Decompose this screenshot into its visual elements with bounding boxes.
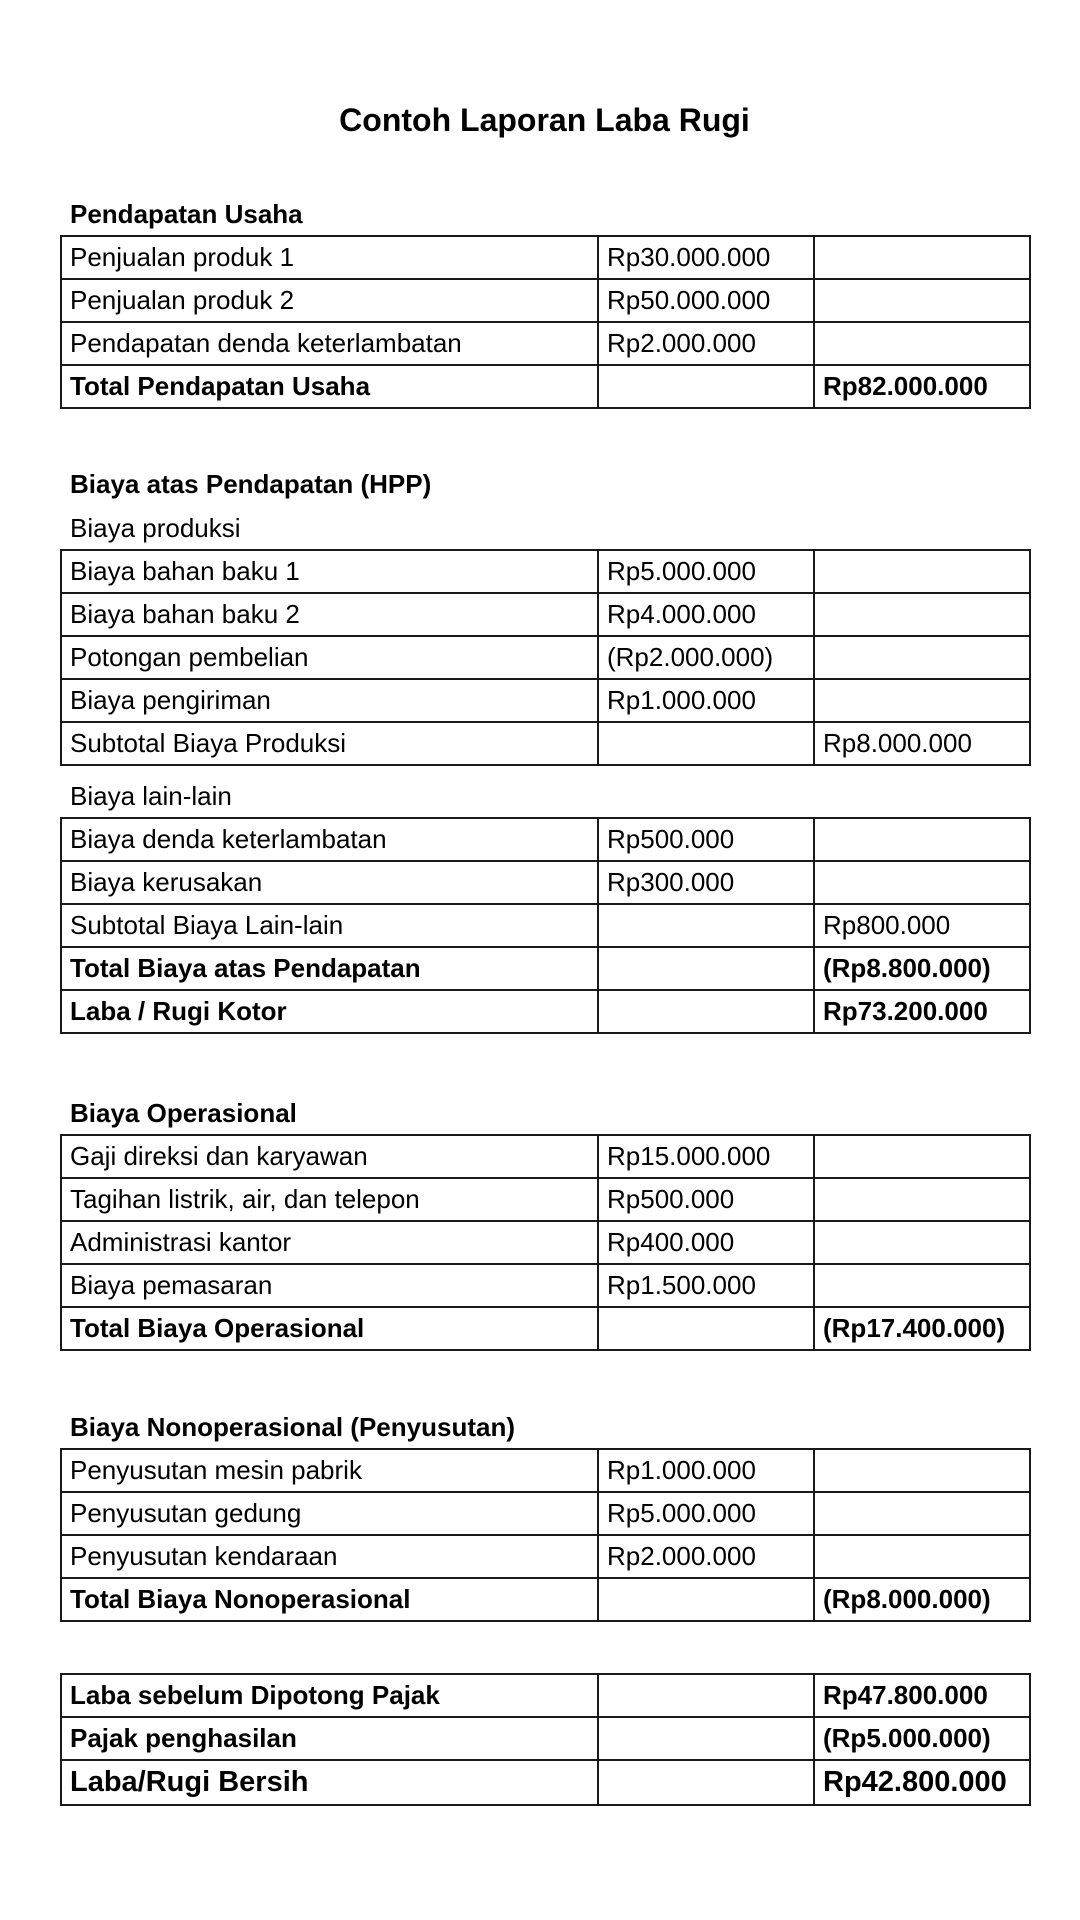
row-total xyxy=(814,1535,1030,1578)
row-amount xyxy=(598,904,814,947)
row-label: Biaya denda keterlambatan xyxy=(61,818,598,861)
table-row xyxy=(61,550,1030,593)
row-label: Laba / Rugi Kotor xyxy=(61,990,598,1033)
row-amount: Rp1.000.000 xyxy=(598,679,814,722)
table-row xyxy=(61,861,1030,904)
net-profit-row xyxy=(61,1760,1030,1805)
row-label: Penjualan produk 1 xyxy=(61,236,598,279)
row-total: (Rp8.000.000) xyxy=(814,1578,1030,1621)
table-summary xyxy=(60,1673,1031,1806)
table-pendapatan xyxy=(60,235,1031,409)
row-label: Total Biaya Operasional xyxy=(61,1307,598,1350)
row-total xyxy=(814,1135,1030,1178)
table-row xyxy=(61,679,1030,722)
table-biaya-lain-lain xyxy=(60,817,1031,1034)
row-amount: Rp50.000.000 xyxy=(598,279,814,322)
table-row xyxy=(61,593,1030,636)
row-total: Rp8.000.000 xyxy=(814,722,1030,765)
table-biaya-produksi xyxy=(60,549,1031,766)
row-label: Gaji direksi dan karyawan xyxy=(61,1135,598,1178)
row-total: (Rp8.800.000) xyxy=(814,947,1030,990)
row-total xyxy=(814,1178,1030,1221)
table-row xyxy=(61,322,1030,365)
row-label: Penyusutan kendaraan xyxy=(61,1535,598,1578)
gross-profit-row xyxy=(61,990,1030,1033)
table-row xyxy=(61,1535,1030,1578)
table-row xyxy=(61,1264,1030,1307)
row-total xyxy=(814,593,1030,636)
row-label: Pendapatan denda keterlambatan xyxy=(61,322,598,365)
table-row xyxy=(61,818,1030,861)
row-label: Biaya bahan baku 1 xyxy=(61,550,598,593)
row-amount: (Rp2.000.000) xyxy=(598,636,814,679)
row-amount: Rp2.000.000 xyxy=(598,322,814,365)
row-label: Laba sebelum Dipotong Pajak xyxy=(61,1674,598,1717)
table-row xyxy=(61,1492,1030,1535)
row-amount: Rp1.500.000 xyxy=(598,1264,814,1307)
row-total xyxy=(814,679,1030,722)
subtotal-row xyxy=(61,722,1030,765)
row-total xyxy=(814,861,1030,904)
row-amount: Rp500.000 xyxy=(598,818,814,861)
total-row xyxy=(61,365,1030,408)
row-label: Pajak penghasilan xyxy=(61,1717,598,1760)
row-amount: Rp1.000.000 xyxy=(598,1449,814,1492)
table-row xyxy=(61,1135,1030,1178)
row-amount xyxy=(598,947,814,990)
row-total xyxy=(814,818,1030,861)
row-amount: Rp30.000.000 xyxy=(598,236,814,279)
row-amount: Rp5.000.000 xyxy=(598,1492,814,1535)
row-amount xyxy=(598,365,814,408)
total-row xyxy=(61,947,1030,990)
row-amount xyxy=(598,1674,814,1717)
row-label: Subtotal Biaya Produksi xyxy=(61,722,598,765)
row-label: Subtotal Biaya Lain-lain xyxy=(61,904,598,947)
subtotal-row xyxy=(61,904,1030,947)
section-heading-pendapatan: Pendapatan Usaha xyxy=(70,199,303,229)
row-label: Total Biaya Nonoperasional xyxy=(61,1578,598,1621)
table-nonoperasional xyxy=(60,1448,1031,1622)
row-label: Tagihan listrik, air, dan telepon xyxy=(61,1178,598,1221)
row-label: Biaya bahan baku 2 xyxy=(61,593,598,636)
document-title: Contoh Laporan Laba Rugi xyxy=(339,102,750,138)
row-amount xyxy=(598,990,814,1033)
row-total: Rp82.000.000 xyxy=(814,365,1030,408)
row-total xyxy=(814,1492,1030,1535)
pre-tax-profit-row xyxy=(61,1674,1030,1717)
row-label: Biaya pemasaran xyxy=(61,1264,598,1307)
row-label: Penyusutan gedung xyxy=(61,1492,598,1535)
row-total: Rp47.800.000 xyxy=(814,1674,1030,1717)
row-label: Administrasi kantor xyxy=(61,1221,598,1264)
table-row xyxy=(61,236,1030,279)
row-amount: Rp4.000.000 xyxy=(598,593,814,636)
row-amount xyxy=(598,1307,814,1350)
row-total xyxy=(814,1264,1030,1307)
tax-row xyxy=(61,1717,1030,1760)
total-row xyxy=(61,1307,1030,1350)
subheading-biaya-lain-lain: Biaya lain-lain xyxy=(70,781,232,811)
row-label: Total Pendapatan Usaha xyxy=(61,365,598,408)
row-total xyxy=(814,550,1030,593)
row-amount: Rp300.000 xyxy=(598,861,814,904)
row-label: Penjualan produk 2 xyxy=(61,279,598,322)
row-total xyxy=(814,279,1030,322)
row-total xyxy=(814,636,1030,679)
subheading-biaya-produksi: Biaya produksi xyxy=(70,513,241,543)
row-total: (Rp17.400.000) xyxy=(814,1307,1030,1350)
row-amount: Rp5.000.000 xyxy=(598,550,814,593)
table-row xyxy=(61,279,1030,322)
row-label: Penyusutan mesin pabrik xyxy=(61,1449,598,1492)
row-amount: Rp15.000.000 xyxy=(598,1135,814,1178)
row-amount: Rp2.000.000 xyxy=(598,1535,814,1578)
row-total: (Rp5.000.000) xyxy=(814,1717,1030,1760)
row-label: Biaya pengiriman xyxy=(61,679,598,722)
row-total: Rp42.800.000 xyxy=(814,1760,1030,1805)
section-heading-nonoperasional: Biaya Nonoperasional (Penyusutan) xyxy=(70,1412,515,1442)
row-amount xyxy=(598,1578,814,1621)
row-label: Potongan pembelian xyxy=(61,636,598,679)
row-total xyxy=(814,1221,1030,1264)
section-heading-hpp: Biaya atas Pendapatan (HPP) xyxy=(70,469,432,499)
table-row xyxy=(61,1449,1030,1492)
row-label: Total Biaya atas Pendapatan xyxy=(61,947,598,990)
row-total xyxy=(814,236,1030,279)
table-row xyxy=(61,1221,1030,1264)
table-operasional xyxy=(60,1134,1031,1351)
section-heading-operasional: Biaya Operasional xyxy=(70,1098,297,1128)
row-total xyxy=(814,322,1030,365)
row-total: Rp73.200.000 xyxy=(814,990,1030,1033)
table-row xyxy=(61,1178,1030,1221)
row-amount: Rp400.000 xyxy=(598,1221,814,1264)
row-amount: Rp500.000 xyxy=(598,1178,814,1221)
row-label: Laba/Rugi Bersih xyxy=(61,1760,598,1805)
row-amount xyxy=(598,1760,814,1805)
row-label: Biaya kerusakan xyxy=(61,861,598,904)
table-row xyxy=(61,636,1030,679)
row-total: Rp800.000 xyxy=(814,904,1030,947)
row-amount xyxy=(598,722,814,765)
row-amount xyxy=(598,1717,814,1760)
total-row xyxy=(61,1578,1030,1621)
row-total xyxy=(814,1449,1030,1492)
